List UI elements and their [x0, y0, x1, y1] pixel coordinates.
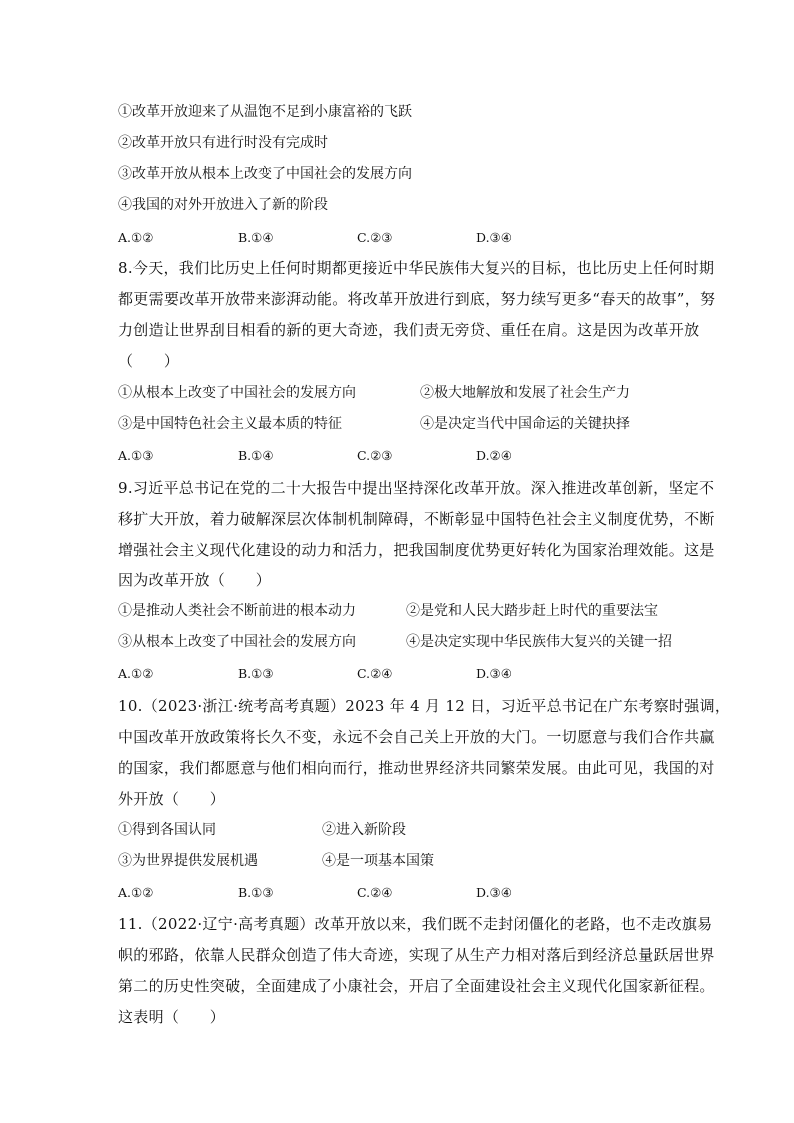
- q7-option-d: D.③④: [476, 230, 512, 245]
- q7-statement-3: ③改革开放从根本上改变了中国社会的发展方向: [118, 166, 412, 182]
- q8-stem-line-3: 力创造让世界刮目相看的新的更大奇迹，我们责无旁贷、重任在肩。这是因为改革开放: [118, 321, 700, 339]
- q9-stem-line-3: 增强社会主义现代化建设的动力和活力，把我国制度优势更好转化为国家治理效能。这是: [118, 541, 715, 559]
- q11-stem-line-4: 这表明（ ）: [118, 1008, 226, 1026]
- q10-statement-1: ①得到各国认同: [118, 822, 216, 838]
- q8-statement-4: ④是决定当代中国命运的关键抉择: [420, 416, 630, 432]
- q10-stem-line-4: 外开放（ ）: [118, 790, 226, 808]
- q10-stem-line-2: 中国改革开放政策将长久不变，永远不会自己关上开放的大门。一切愿意与我们合作共赢: [118, 728, 715, 746]
- q10-statement-4: ④是一项基本国策: [322, 853, 434, 869]
- q10-option-d: D.③④: [476, 885, 512, 900]
- q9-option-c: C.②④: [357, 666, 393, 681]
- q9-option-d: D.③④: [476, 666, 512, 681]
- q10-statement-3: ③为世界提供发展机遇: [118, 853, 258, 869]
- q10-stem-line-1: 10.（2023·浙江·统考高考真题）2023 年 4 月 12 日，习近平总书记在广东考察时强调，: [118, 697, 731, 715]
- q8-answer-blank: （ ）: [118, 352, 180, 370]
- q7-option-a: A.①②: [118, 230, 154, 245]
- q9-statement-1: ①是推动人类社会不断前进的根本动力: [118, 603, 356, 619]
- q10-option-b: B.①③: [238, 885, 274, 900]
- q9-option-a: A.①②: [118, 666, 154, 681]
- q7-option-b: B.①④: [238, 230, 274, 245]
- q8-option-d: D.②④: [476, 448, 512, 463]
- q7-statement-1: ①改革开放迎来了从温饱不足到小康富裕的飞跃: [118, 104, 412, 120]
- q9-statement-3: ③从根本上改变了中国社会的发展方向: [118, 634, 356, 650]
- q9-stem-line-2: 移扩大开放，着力破解深层次体制机制障碍，不断彰显中国特色社会主义制度优势，不断: [118, 510, 715, 528]
- q8-stem-line-2: 都更需要改革开放带来澎湃动能。将改革开放进行到底，努力续写更多“春天的故事”，努: [118, 290, 716, 308]
- q7-statement-4: ④我国的对外开放进入了新的阶段: [118, 197, 328, 213]
- q8-statement-2: ②极大地解放和发展了社会生产力: [420, 385, 630, 401]
- q8-option-a: A.①③: [118, 448, 154, 463]
- q9-stem-line-1: 9.习近平总书记在党的二十大报告中提出坚持深化改革开放。深入推进改革创新，坚定不: [118, 479, 715, 497]
- q8-stem-line-1: 8.今天，我们比历史上任何时期都更接近中华民族伟大复兴的目标，也比历史上任何时期: [118, 259, 715, 277]
- q8-statement-3: ③是中国特色社会主义最本质的特征: [118, 416, 342, 432]
- q7-statement-2: ②改革开放只有进行时没有完成时: [118, 135, 328, 151]
- q10-option-a: A.①②: [118, 885, 154, 900]
- q11-stem-line-2: 帜的邪路，依靠人民群众创造了伟大奇迹，实现了从生产力相对落后到经济总量跃居世界: [118, 946, 715, 964]
- q9-statement-4: ④是决定实现中华民族伟大复兴的关键一招: [406, 634, 672, 650]
- q9-stem-line-4: 因为改革开放（ ）: [118, 571, 272, 589]
- q10-stem-line-3: 的国家，我们都愿意与他们相向而行，推动世界经济共同繁荣发展。由此可见，我国的对: [118, 759, 715, 777]
- q10-statement-2: ②进入新阶段: [322, 822, 406, 838]
- q8-option-b: B.①④: [238, 448, 274, 463]
- q8-statement-1: ①从根本上改变了中国社会的发展方向: [118, 385, 356, 401]
- q11-stem-line-3: 第二的历史性突破，全面建成了小康社会，开启了全面建设社会主义现代化国家新征程。: [118, 977, 715, 995]
- q10-option-c: C.②④: [357, 885, 393, 900]
- q11-stem-line-1: 11.（2022·辽宁·高考真题）改革开放以来，我们既不走封闭僵化的老路，也不走改旗易: [118, 915, 713, 933]
- q9-option-b: B.①③: [238, 666, 274, 681]
- q9-statement-2: ②是党和人民大踏步赶上时代的重要法宝: [406, 603, 658, 619]
- q7-option-c: C.②③: [357, 230, 393, 245]
- q8-option-c: C.②③: [357, 448, 393, 463]
